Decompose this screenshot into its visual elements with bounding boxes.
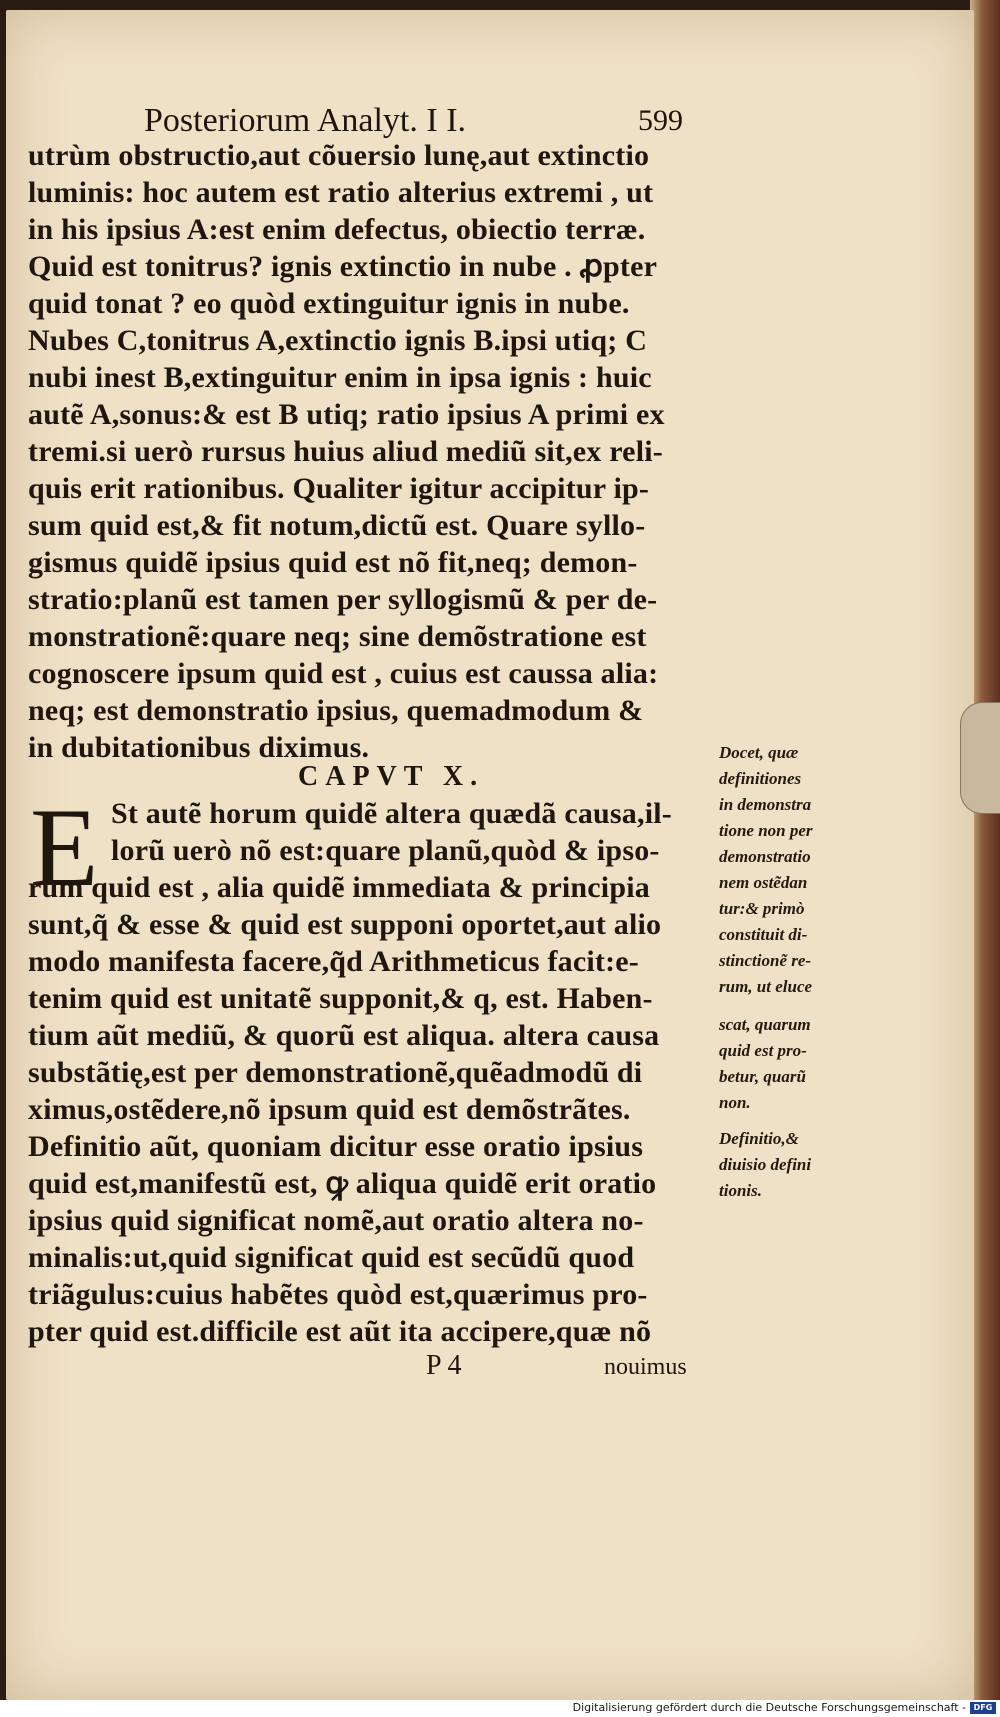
marginal-note-line: scat, quarum <box>719 1015 811 1034</box>
body-line: modo manifesta facere,q̃d Arithmeticus facit:e- <box>28 945 640 978</box>
marginal-note-line: tione non per <box>719 821 813 840</box>
body-line: pter quid est.difficile est aũt ita accipere,quæ nõ <box>28 1315 652 1348</box>
marginal-note-line: stinctionẽ re- <box>719 951 812 970</box>
decorated-initial: E <box>30 786 99 910</box>
body-line: quid tonat ? eo quòd extinguitur ignis in nube. <box>28 287 630 320</box>
marginal-note-line: demonstratio <box>719 847 811 866</box>
body-line: Definitio aũt, quoniam dicitur esse oratio ipsius <box>28 1130 644 1163</box>
body-line: luminis: hoc autem est ratio alterius extremi , ut <box>28 176 654 209</box>
body-line: Quid est tonitrus? ignis extinctio in nube . ꝓpter <box>28 250 658 283</box>
body-line: gismus quidẽ ipsius quid est nõ fit,neq; demon- <box>28 546 638 579</box>
marginal-note-line: Docet, quæ <box>719 743 799 762</box>
body-line: St autẽ horum quidẽ altera quædã causa,il- <box>111 797 672 830</box>
book-page <box>6 10 974 1700</box>
body-line: quis erit rationibus. Qualiter igitur accipitur ip- <box>28 472 650 505</box>
marginal-note-line: tionis. <box>719 1181 762 1200</box>
chapter-heading: CAPVT X. <box>298 761 485 792</box>
dfg-logo-icon: DFG <box>970 1702 996 1714</box>
body-line: nubi inest B,extinguitur enim in ipsa ignis : huic <box>28 361 652 394</box>
body-line: quid est,manifestũ est, ꝙ aliqua quidẽ erit oratio <box>28 1167 657 1200</box>
body-line: sum quid est,& fit notum,dictũ est. Quare syllo- <box>28 509 646 542</box>
body-line: ximus,ostẽdere,nõ ipsum quid est demõstrãtes. <box>28 1093 631 1126</box>
marginal-note-line: rum, ut eluce <box>719 977 813 996</box>
marginal-note-line: diuisio defini <box>719 1155 812 1174</box>
marginal-note-line: tur:& primò <box>719 899 805 918</box>
body-line: ipsius quid significat nomẽ,aut oratio altera no- <box>28 1204 644 1237</box>
body-line: triãgulus:cuius habẽtes quòd est,quærimus pro- <box>28 1278 648 1311</box>
body-line: cognoscere ipsum quid est , cuius est caussa alia: <box>28 657 659 690</box>
marginal-note-line: non. <box>719 1093 751 1112</box>
marginal-note-line: Definitio,& <box>719 1129 799 1148</box>
body-line: lorũ uerò nõ est:quare planũ,quòd & ipso- <box>111 834 660 867</box>
marginal-note-line: definitiones <box>719 769 802 788</box>
body-line: rum quid est , alia quidẽ immediata & principia <box>28 871 650 904</box>
signature-mark: P 4 <box>426 1350 462 1381</box>
marginal-note-line: in demonstra <box>719 795 812 814</box>
body-line: in dubitationibus diximus. <box>28 731 370 764</box>
body-line: tremi.si uerò rursus huius aliud mediũ sit,ex reli- <box>28 435 663 468</box>
body-line: stratio:planũ est tamen per syllogismũ & per de- <box>28 583 658 616</box>
marginal-note-line: betur, quarũ <box>719 1067 806 1086</box>
marginal-note-line: constituit di- <box>719 925 808 944</box>
page-clip <box>960 702 1000 814</box>
book-page-edge <box>970 0 1000 1700</box>
body-line: Nubes C,tonitrus A,extinctio ignis B.ipsi utiq; C <box>28 324 648 357</box>
marginal-note-line: quid est pro- <box>719 1041 807 1060</box>
body-line: sunt,q̃ & esse & quid est supponi oportet,aut alio <box>28 908 662 941</box>
body-line: utrùm obstructio,aut cõuersio lunę,aut extinctio <box>28 139 650 172</box>
body-line: tenim quid est unitatẽ supponit,& q, est. Haben- <box>28 982 653 1015</box>
body-line: autẽ A,sonus:& est B utiq; ratio ipsius A primi ex <box>28 398 665 431</box>
body-line: substãtię,est per demonstrationẽ,quẽadmodũ di <box>28 1056 643 1089</box>
catchword: nouimus <box>604 1354 687 1380</box>
body-line: monstrationẽ:quare neq; sine demõstratione est <box>28 620 647 653</box>
body-line: tium aũt mediũ, & quorũ est aliqua. altera causa <box>28 1019 660 1052</box>
body-line: neq; est demonstratio ipsius, quemadmodum & <box>28 694 644 727</box>
marginal-note-line: nem ostẽdan <box>719 873 808 892</box>
body-line: in his ipsius A:est enim defectus, obiectio terræ. <box>28 213 646 246</box>
page-number: 599 <box>638 104 683 137</box>
running-title: Posteriorum Analyt. I I. <box>144 102 467 139</box>
digitization-credit: Digitalisierung gefördert durch die Deutsche Forschungsgemeinschaft - <box>572 1701 966 1714</box>
body-line: minalis:ut,quid significat quid est secũdũ quod <box>28 1241 635 1274</box>
